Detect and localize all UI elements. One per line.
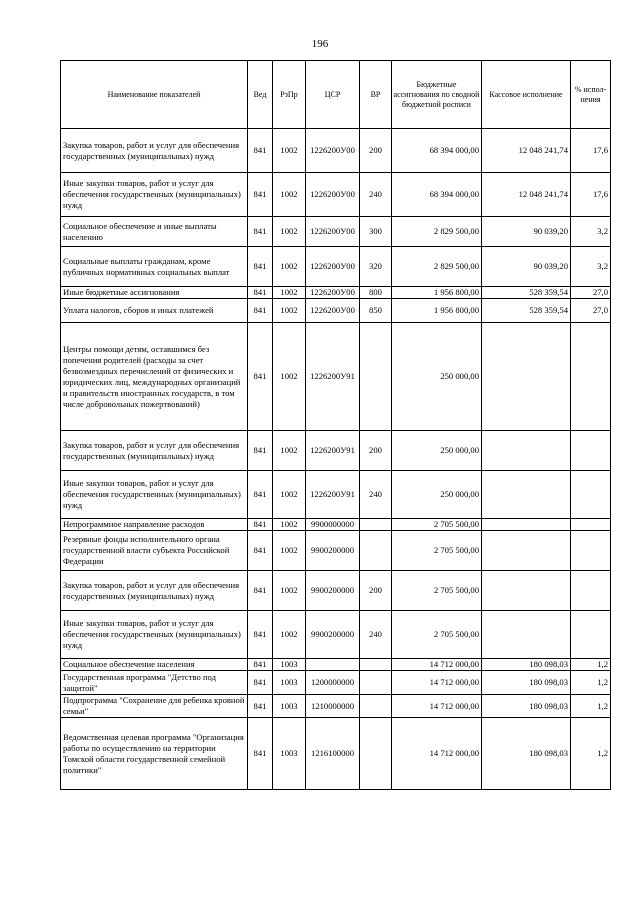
table-row — [61, 287, 611, 299]
row-name-cell: Социальное обеспечение населения — [61, 659, 248, 671]
row-ved-cell: 841 — [248, 431, 273, 471]
row-assignments-cell: 250 000,00 — [392, 431, 482, 471]
row-cash-execution-cell: 12 048 241,74 — [482, 129, 571, 173]
row-name-cell: Закупка товаров, работ и услуг для обеспечения государственных (муниципальных) нужд — [61, 431, 248, 471]
row-vr-cell — [360, 695, 392, 718]
row-percent-cell: 1,2 — [571, 718, 611, 790]
row-ved-cell: 841 — [248, 471, 273, 519]
row-vr-cell: 800 — [360, 287, 392, 299]
row-vr-cell: 200 — [360, 431, 392, 471]
row-cash-execution-cell: 90 039,20 — [482, 217, 571, 247]
row-ved-cell: 841 — [248, 571, 273, 611]
row-assignments-cell: 14 712 000,00 — [392, 671, 482, 695]
row-percent-cell: 17,6 — [571, 129, 611, 173]
row-rzpr-cell: 1002 — [273, 571, 306, 611]
row-cash-execution-cell: 180 098,03 — [482, 718, 571, 790]
row-vr-cell: 300 — [360, 217, 392, 247]
row-name-cell: Социальные выплаты гражданам, кроме публичных нормативных социальных выплат — [61, 247, 248, 287]
row-percent-cell: 1,2 — [571, 659, 611, 671]
row-csr-cell: 1226200У91 — [306, 323, 360, 431]
table-row — [61, 671, 611, 695]
row-rzpr-cell: 1002 — [273, 287, 306, 299]
row-rzpr-cell: 1002 — [273, 519, 306, 531]
row-cash-execution-cell — [482, 611, 571, 659]
row-percent-cell: 1,2 — [571, 671, 611, 695]
row-assignments-cell: 1 956 800,00 — [392, 287, 482, 299]
row-vr-cell — [360, 531, 392, 571]
row-percent-cell — [571, 323, 611, 431]
row-vr-cell: 240 — [360, 611, 392, 659]
row-cash-execution-cell: 12 048 241,74 — [482, 173, 571, 217]
row-cash-execution-cell: 90 039,20 — [482, 247, 571, 287]
row-assignments-cell: 1 956 800,00 — [392, 299, 482, 323]
row-percent-cell — [571, 519, 611, 531]
row-assignments-cell: 2 705 500,00 — [392, 611, 482, 659]
table-row — [61, 695, 611, 718]
row-assignments-cell: 250 000,00 — [392, 323, 482, 431]
row-csr-cell: 1226200У00 — [306, 173, 360, 217]
row-csr-cell: 9900000000 — [306, 519, 360, 531]
table-row — [61, 217, 611, 247]
row-assignments-cell: 2 705 500,00 — [392, 571, 482, 611]
row-csr-cell: 9900200000 — [306, 571, 360, 611]
table-row — [61, 519, 611, 531]
row-assignments-cell: 14 712 000,00 — [392, 695, 482, 718]
row-ved-cell: 841 — [248, 287, 273, 299]
table-row — [61, 611, 611, 659]
row-rzpr-cell: 1002 — [273, 129, 306, 173]
header-name: Наименование показателей — [61, 61, 248, 129]
row-ved-cell: 841 — [248, 718, 273, 790]
row-percent-cell — [571, 431, 611, 471]
row-percent-cell — [571, 611, 611, 659]
row-percent-cell: 3,2 — [571, 247, 611, 287]
row-cash-execution-cell: 180 098,03 — [482, 695, 571, 718]
row-vr-cell — [360, 671, 392, 695]
row-cash-execution-cell: 180 098,03 — [482, 659, 571, 671]
row-rzpr-cell: 1002 — [273, 299, 306, 323]
row-name-cell: Ведомственная целевая программа "Организация работы по осуществлению на территории Томской области государственной семейной политики" — [61, 718, 248, 790]
row-assignments-cell: 2 829 500,00 — [392, 217, 482, 247]
row-csr-cell: 1226200У00 — [306, 299, 360, 323]
table-row — [61, 718, 611, 790]
row-percent-cell — [571, 471, 611, 519]
row-rzpr-cell: 1003 — [273, 659, 306, 671]
row-rzpr-cell: 1002 — [273, 611, 306, 659]
row-percent-cell — [571, 531, 611, 571]
row-percent-cell: 1,2 — [571, 695, 611, 718]
row-assignments-cell: 2 705 500,00 — [392, 519, 482, 531]
row-vr-cell: 240 — [360, 471, 392, 519]
row-percent-cell: 27,0 — [571, 287, 611, 299]
table-row — [61, 431, 611, 471]
table-row — [61, 129, 611, 173]
row-rzpr-cell: 1002 — [273, 173, 306, 217]
row-name-cell: Подпрограмма "Сохранение для ребенка кровной семьи" — [61, 695, 248, 718]
header-ved: Вед — [248, 61, 273, 129]
row-csr-cell: 1226200У00 — [306, 129, 360, 173]
row-percent-cell: 3,2 — [571, 217, 611, 247]
row-percent-cell — [571, 571, 611, 611]
row-vr-cell: 850 — [360, 299, 392, 323]
row-cash-execution-cell — [482, 531, 571, 571]
row-name-cell: Социальное обеспечение и иные выплаты населению — [61, 217, 248, 247]
row-name-cell: Иные закупки товаров, работ и услуг для обеспечения государственных (муниципальных) нужд — [61, 173, 248, 217]
row-rzpr-cell: 1002 — [273, 471, 306, 519]
row-name-cell: Иные бюджетные ассигнования — [61, 287, 248, 299]
row-cash-execution-cell — [482, 431, 571, 471]
row-percent-cell: 27,0 — [571, 299, 611, 323]
row-rzpr-cell: 1002 — [273, 323, 306, 431]
table-row — [61, 173, 611, 217]
row-assignments-cell: 68 394 000,00 — [392, 129, 482, 173]
row-rzpr-cell: 1002 — [273, 247, 306, 287]
row-ved-cell: 841 — [248, 247, 273, 287]
row-cash-execution-cell: 528 359,54 — [482, 299, 571, 323]
row-name-cell: Резервные фонды исполнительного органа государственной власти субъекта Российской Федерации — [61, 531, 248, 571]
header-assignments: Бюджетные ассигнования по сводной бюджетной росписи — [392, 61, 482, 129]
row-ved-cell: 841 — [248, 695, 273, 718]
row-assignments-cell: 68 394 000,00 — [392, 173, 482, 217]
row-ved-cell: 841 — [248, 611, 273, 659]
row-ved-cell: 841 — [248, 531, 273, 571]
header-row — [61, 61, 611, 129]
row-name-cell: Непрограммное направление расходов — [61, 519, 248, 531]
header-vr: ВР — [360, 61, 392, 129]
row-assignments-cell: 2 705 500,00 — [392, 531, 482, 571]
row-rzpr-cell: 1002 — [273, 531, 306, 571]
row-vr-cell — [360, 718, 392, 790]
table-row — [61, 531, 611, 571]
row-vr-cell — [360, 519, 392, 531]
row-csr-cell: 9900200000 — [306, 531, 360, 571]
row-csr-cell: 1210000000 — [306, 695, 360, 718]
row-vr-cell — [360, 323, 392, 431]
row-ved-cell: 841 — [248, 519, 273, 531]
row-name-cell: Закупка товаров, работ и услуг для обеспечения государственных (муниципальных) нужд — [61, 571, 248, 611]
row-ved-cell: 841 — [248, 173, 273, 217]
row-csr-cell: 1226200У00 — [306, 247, 360, 287]
row-csr-cell: 1226200У91 — [306, 431, 360, 471]
row-cash-execution-cell — [482, 323, 571, 431]
row-name-cell: Иные закупки товаров, работ и услуг для обеспечения государственных (муниципальных) нужд — [61, 611, 248, 659]
table-row — [61, 247, 611, 287]
row-vr-cell: 240 — [360, 173, 392, 217]
row-csr-cell: 1216100000 — [306, 718, 360, 790]
row-name-cell: Центры помощи детям, оставшимся без попечения родителей (расходы за счет безвозмездных перечислений от физических и юридических лиц, международных организаций и правительств иностранных государств, в том числе добровольных пожертвований) — [61, 323, 248, 431]
table-row — [61, 659, 611, 671]
budget-table — [60, 60, 611, 790]
row-name-cell: Закупка товаров, работ и услуг для обеспечения государственных (муниципальных) нужд — [61, 129, 248, 173]
row-name-cell: Уплата налогов, сборов и иных платежей — [61, 299, 248, 323]
header-csr: ЦСР — [306, 61, 360, 129]
row-ved-cell: 841 — [248, 659, 273, 671]
row-ved-cell: 841 — [248, 217, 273, 247]
row-assignments-cell: 14 712 000,00 — [392, 659, 482, 671]
row-cash-execution-cell — [482, 519, 571, 531]
row-vr-cell — [360, 659, 392, 671]
row-cash-execution-cell — [482, 571, 571, 611]
row-rzpr-cell: 1002 — [273, 217, 306, 247]
row-rzpr-cell: 1003 — [273, 695, 306, 718]
row-cash-execution-cell — [482, 471, 571, 519]
header-rzpr: РзПр — [273, 61, 306, 129]
row-assignments-cell: 250 000,00 — [392, 471, 482, 519]
table-row — [61, 299, 611, 323]
table-row — [61, 471, 611, 519]
table-row — [61, 571, 611, 611]
row-ved-cell: 841 — [248, 323, 273, 431]
row-ved-cell: 841 — [248, 299, 273, 323]
row-assignments-cell: 14 712 000,00 — [392, 718, 482, 790]
row-csr-cell: 1200000000 — [306, 671, 360, 695]
row-rzpr-cell: 1002 — [273, 431, 306, 471]
page-number: 196 — [311, 38, 329, 50]
row-cash-execution-cell: 180 098,03 — [482, 671, 571, 695]
row-csr-cell: 1226200У91 — [306, 471, 360, 519]
row-rzpr-cell: 1003 — [273, 671, 306, 695]
row-csr-cell: 9900200000 — [306, 611, 360, 659]
row-ved-cell: 841 — [248, 129, 273, 173]
header-cash-execution: Кассовое исполнение — [482, 61, 571, 129]
row-ved-cell: 841 — [248, 671, 273, 695]
row-name-cell: Государственная программа "Детство под защитой" — [61, 671, 248, 695]
row-csr-cell: 1226200У00 — [306, 287, 360, 299]
table-row — [61, 323, 611, 431]
row-rzpr-cell: 1003 — [273, 718, 306, 790]
row-vr-cell: 320 — [360, 247, 392, 287]
row-vr-cell: 200 — [360, 571, 392, 611]
row-csr-cell: 1226200У00 — [306, 217, 360, 247]
row-assignments-cell: 2 829 500,00 — [392, 247, 482, 287]
row-csr-cell — [306, 659, 360, 671]
row-name-cell: Иные закупки товаров, работ и услуг для обеспечения государственных (муниципальных) нужд — [61, 471, 248, 519]
header-percent: % испол-нения — [571, 61, 611, 129]
row-cash-execution-cell: 528 359,54 — [482, 287, 571, 299]
row-vr-cell: 200 — [360, 129, 392, 173]
row-percent-cell: 17,6 — [571, 173, 611, 217]
